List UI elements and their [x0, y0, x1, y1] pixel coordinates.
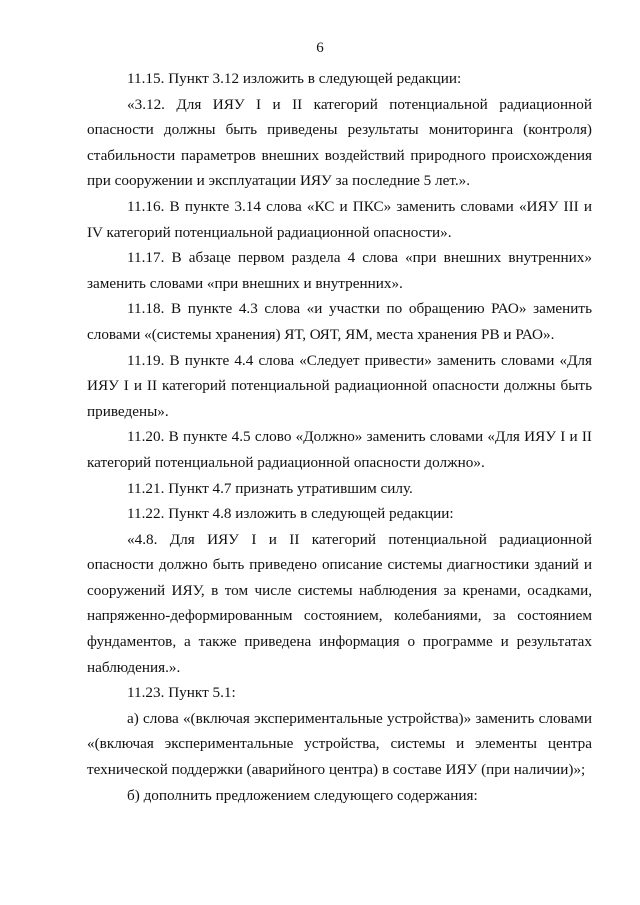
- paragraph-item-b: б) дополнить предложением следующего содержания:: [127, 786, 478, 804]
- page-number: 6: [316, 40, 324, 56]
- paragraph-11-23: 11.23. Пункт 5.1:: [127, 684, 236, 702]
- paragraph-quote-4-8: «4.8. Для ИЯУ I и II категорий потенциальной радиационной опасности должно быть приведено описание системы диагностики зданий и сооружений ИЯУ, в том числе системы наблюдения за кренами, осадками, напряженно-деформированным состоянием, колебаниями, за состоянием фундаментов, а также приведена информация о программе и результатах наблюдения.».: [87, 530, 592, 676]
- paragraph-11-18: 11.18. В пункте 4.3 слова «и участки по обращению РАО» заменить словами «(системы хранения) ЯТ, ОЯТ, ЯМ, места хранения РВ и РАО».: [87, 300, 592, 343]
- paragraph-11-20: 11.20. В пункте 4.5 слово «Должно» заменить словами «Для ИЯУ I и II категорий потенциальной радиационной опасности должно».: [87, 428, 592, 471]
- paragraph-11-17: 11.17. В абзаце первом раздела 4 слова «при внешних внутренних» заменить словами «при внешних и внутренних».: [87, 249, 592, 292]
- paragraph-item-a: а) слова «(включая экспериментальные устройства)» заменить словами «(включая экспериментальные устройства, системы и элементы центра технической поддержки (аварийного центра) в составе ИЯУ (при наличии)»;: [87, 709, 592, 779]
- paragraph-quote-3-12: «3.12. Для ИЯУ I и II категорий потенциальной радиационной опасности должны быть приведены результаты мониторинга (контроля) стабильности параметров внешних воздействий природного происхождения при сооружении и эксплуатации ИЯУ за последние 5 лет.».: [87, 95, 592, 190]
- paragraph-11-19: 11.19. В пункте 4.4 слова «Следует привести» заменить словами «Для ИЯУ I и II категорий потенциальной радиационной опасности должны быть приведены».: [87, 351, 592, 420]
- paragraph-11-15: 11.15. Пункт 3.12 изложить в следующей редакции:: [127, 70, 462, 87]
- paragraph-11-16: 11.16. В пункте 3.14 слова «КС и ПКС» заменить словами «ИЯУ III и IV категорий потенциальной радиационной опасности».: [87, 197, 592, 241]
- document-body: [87, 66, 592, 808]
- paragraph-11-22: 11.22. Пункт 4.8 изложить в следующей редакции:: [127, 505, 454, 523]
- paragraph-11-21: 11.21. Пункт 4.7 признать утратившим силу.: [127, 479, 413, 497]
